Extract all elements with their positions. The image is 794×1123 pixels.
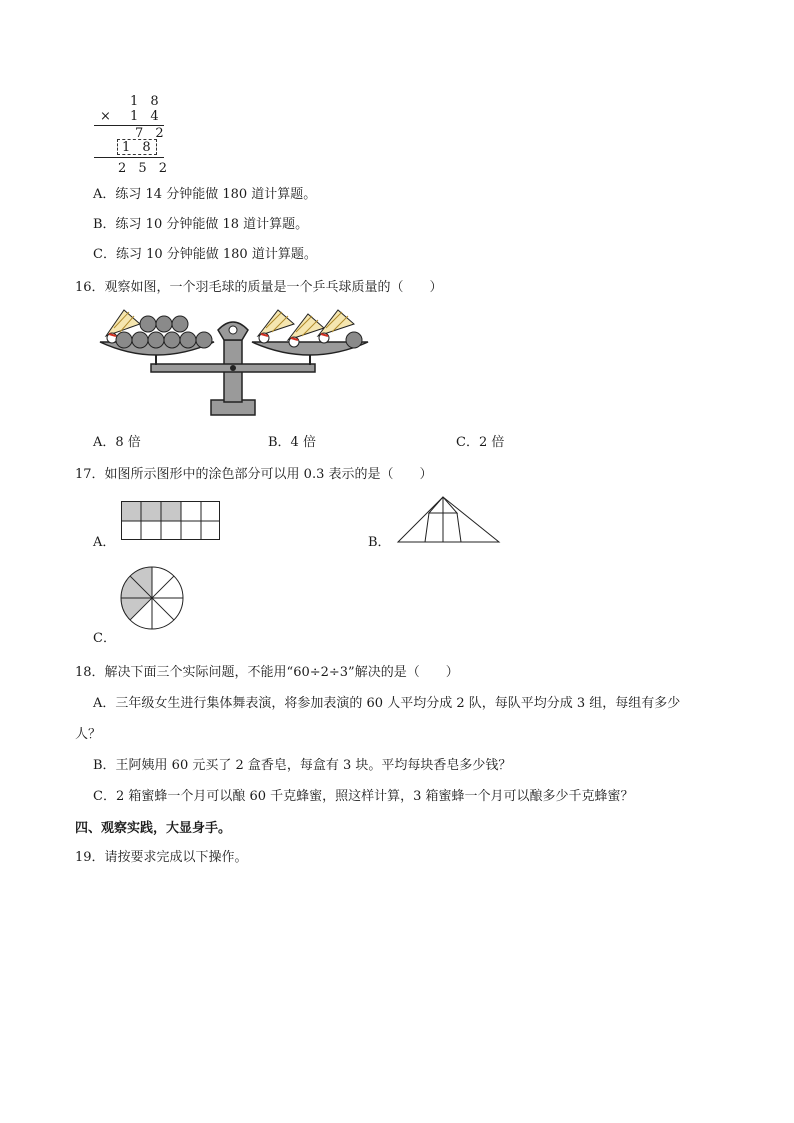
q18-option-c: C．2 箱蜜蜂一个月可以酿 60 千克蜂蜜，照这样计算，3 箱蜜蜂一个月可以酿多少千克蜂蜜？ bbox=[93, 789, 634, 804]
q18-stem: 18．解决下面三个实际问题，不能用“60÷2÷3”解决的是（ ） bbox=[75, 665, 459, 680]
q16-option-a: A．8 倍 bbox=[93, 435, 141, 450]
calc-row-4: 1 8 bbox=[122, 140, 155, 155]
calc-line-2 bbox=[94, 157, 164, 158]
section-4-title: 四、观察实践，大显身手。 bbox=[75, 821, 232, 836]
q17-label-b: B． bbox=[368, 535, 391, 550]
q15-option-c: C．练习 10 分钟能做 180 道计算题。 bbox=[93, 247, 317, 262]
times-sign: × bbox=[100, 109, 115, 124]
q16-stem: 16．观察如图，一个羽毛球的质量是一个乒乓球质量的（ ） bbox=[75, 280, 443, 295]
q15-option-a: A．练习 14 分钟能做 180 道计算题。 bbox=[93, 187, 317, 202]
q18-option-b: B．王阿姨用 60 元买了 2 盒香皂，每盒有 3 块。平均每块香皂多少钱？ bbox=[93, 758, 512, 773]
q19-stem: 19．请按要求完成以下操作。 bbox=[75, 850, 248, 865]
figure-b-triangle bbox=[395, 496, 501, 544]
q17-label-a: A． bbox=[93, 535, 116, 550]
calc-row-2: 1 4 bbox=[130, 109, 163, 124]
ping-pong-ball-right bbox=[346, 332, 362, 348]
q18-option-a-line2: 人？ bbox=[75, 727, 102, 742]
q15-option-b: B．练习 10 分钟能做 18 道计算题。 bbox=[93, 217, 309, 232]
q17-label-c: C． bbox=[93, 631, 116, 646]
q17-stem: 17．如图所示图形中的涂色部分可以用 0.3 表示的是（ ） bbox=[75, 467, 433, 482]
q18-option-a-line1: A．三年级女生进行集体舞表演，将参加表演的 60 人平均分成 2 队，每队平均分成 3 组，每组有多少 bbox=[93, 696, 681, 711]
calc-row-5: 2 5 2 bbox=[118, 161, 172, 176]
figure-a-grid bbox=[121, 501, 221, 541]
calc-row-3: 7 2 bbox=[135, 126, 168, 141]
figure-c-circle bbox=[120, 566, 184, 630]
balance-scale-figure bbox=[96, 300, 371, 420]
calc-row-1: 1 8 bbox=[130, 94, 163, 109]
q16-option-c: C．2 倍 bbox=[456, 435, 505, 450]
q16-option-b: B．4 倍 bbox=[268, 435, 316, 450]
